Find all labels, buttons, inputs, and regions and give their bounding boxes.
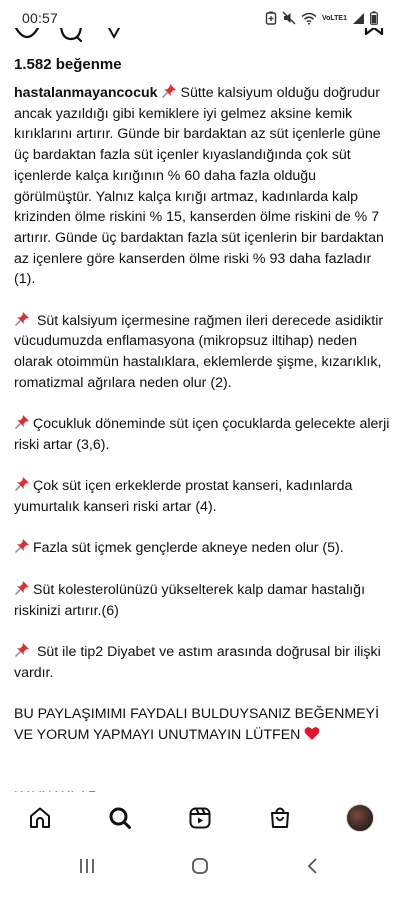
bottom-navigation: [0, 792, 400, 844]
red-heart-icon: [304, 726, 320, 741]
caption-paragraph-4: [14, 476, 390, 517]
volte-indicator: VoLTE1: [321, 14, 347, 22]
caption-text-1: Sütte kalsiyum olduğu doğrudur ancak yazıldığı gibi kemiklere iyi gelmez aksine kemik kırıklarını artırır. Günde bir bardaktan az süt içenlerle güne üç bardaktan fazla süt içenler kıyaslandığında çok süt içenlerde kalça kırığının % 60 daha fazla olduğu görülmüştür. Yalnız kalça kırığı artmaz, kadınlarda kalp krizinden ölme riskini % 15, kanserden ölme riskini de % 7 artırır. Günde üç bardaktan fazla süt içenlerin bir bardaktan az içenlere göre kanserden ölme riski % 93 daha fazladır (1).: [14, 85, 384, 288]
nav-search[interactable]: [100, 798, 140, 838]
caption-paragraph-1: [14, 83, 390, 290]
share-icon[interactable]: [106, 28, 122, 44]
nav-shop[interactable]: [260, 798, 300, 838]
caption-text-6: Süt kolesterolünüzü yükselterek kalp damar hastalığı riskinizi artırır.(6): [14, 581, 366, 619]
caption-text-7: Süt ile tip2 Diyabet ve astım arasında doğrusal bir ilişki vardır.: [14, 643, 381, 681]
mute-icon: [282, 11, 296, 25]
nav-reels[interactable]: [180, 798, 220, 838]
search-icon: [108, 806, 132, 830]
username[interactable]: hastalanmayancocuk: [14, 85, 158, 101]
system-navigation-bar: [0, 844, 400, 888]
caption-paragraph-7: [14, 642, 390, 683]
signal-icon: [352, 12, 365, 25]
caption-paragraph-3: [14, 414, 390, 455]
nav-home[interactable]: [20, 798, 60, 838]
like-count[interactable]: 1.582 beğenme: [14, 56, 122, 73]
post-caption: [14, 83, 390, 890]
status-icons: [265, 11, 378, 25]
comment-icon[interactable]: [58, 28, 84, 44]
caption-text-3: Çocukluk döneminde süt içen çocuklarda gelecekte alerji riski artar (3,6).: [14, 416, 390, 453]
battery-icon: [370, 11, 378, 25]
post-content: [14, 56, 390, 911]
profile-avatar: [346, 804, 374, 832]
back-icon[interactable]: [303, 856, 323, 876]
post-action-row: [0, 28, 400, 48]
caption-paragraph-6: [14, 580, 390, 621]
battery-saver-icon: [265, 11, 277, 25]
pushpin-icon: [14, 476, 30, 492]
caption-text-4: Çok süt içen erkeklerde prostat kanseri, kadınlarda yumurtalık kanseri riski artar (4).: [14, 478, 353, 516]
home-button-icon[interactable]: [190, 856, 210, 876]
caption-paragraph-8: [14, 704, 390, 745]
caption-text-5: Fazla süt içmek gençlerde akneye neden olur (5).: [33, 540, 344, 557]
pushpin-icon: [14, 311, 30, 327]
caption-paragraph-5: [14, 538, 390, 559]
pushpin-icon: [161, 83, 177, 99]
home-icon: [28, 806, 52, 830]
recent-apps-icon[interactable]: [77, 857, 97, 875]
pushpin-icon: [14, 580, 30, 596]
pushpin-icon: [14, 642, 30, 658]
pushpin-icon: [14, 538, 30, 554]
caption-text-2: Süt kalsiyum içermesine rağmen ileri derecede asidiktir vücudumuzda enflamasyona (mikropsuz iltihap) neden olarak otoimmün hastalıklara, eklemlerde şişme, kızarıklık, romatizmal ağrılara neden olur (2).: [14, 312, 384, 391]
save-icon[interactable]: [364, 28, 384, 46]
caption-text-8: BU PAYLAŞIMIMI FAYDALI BULDUYSANIZ BEĞENMEYİ VE YORUM YAPMAYI UNUTMAYIN LÜTFEN: [14, 705, 380, 743]
caption-paragraph-2: [14, 311, 390, 394]
like-icon[interactable]: [14, 28, 40, 46]
status-time: 00:57: [22, 10, 59, 26]
wifi-icon: [301, 12, 317, 25]
pushpin-icon: [14, 414, 30, 430]
shopping-bag-icon: [268, 806, 292, 830]
nav-profile[interactable]: [340, 798, 380, 838]
reels-icon: [188, 806, 212, 830]
